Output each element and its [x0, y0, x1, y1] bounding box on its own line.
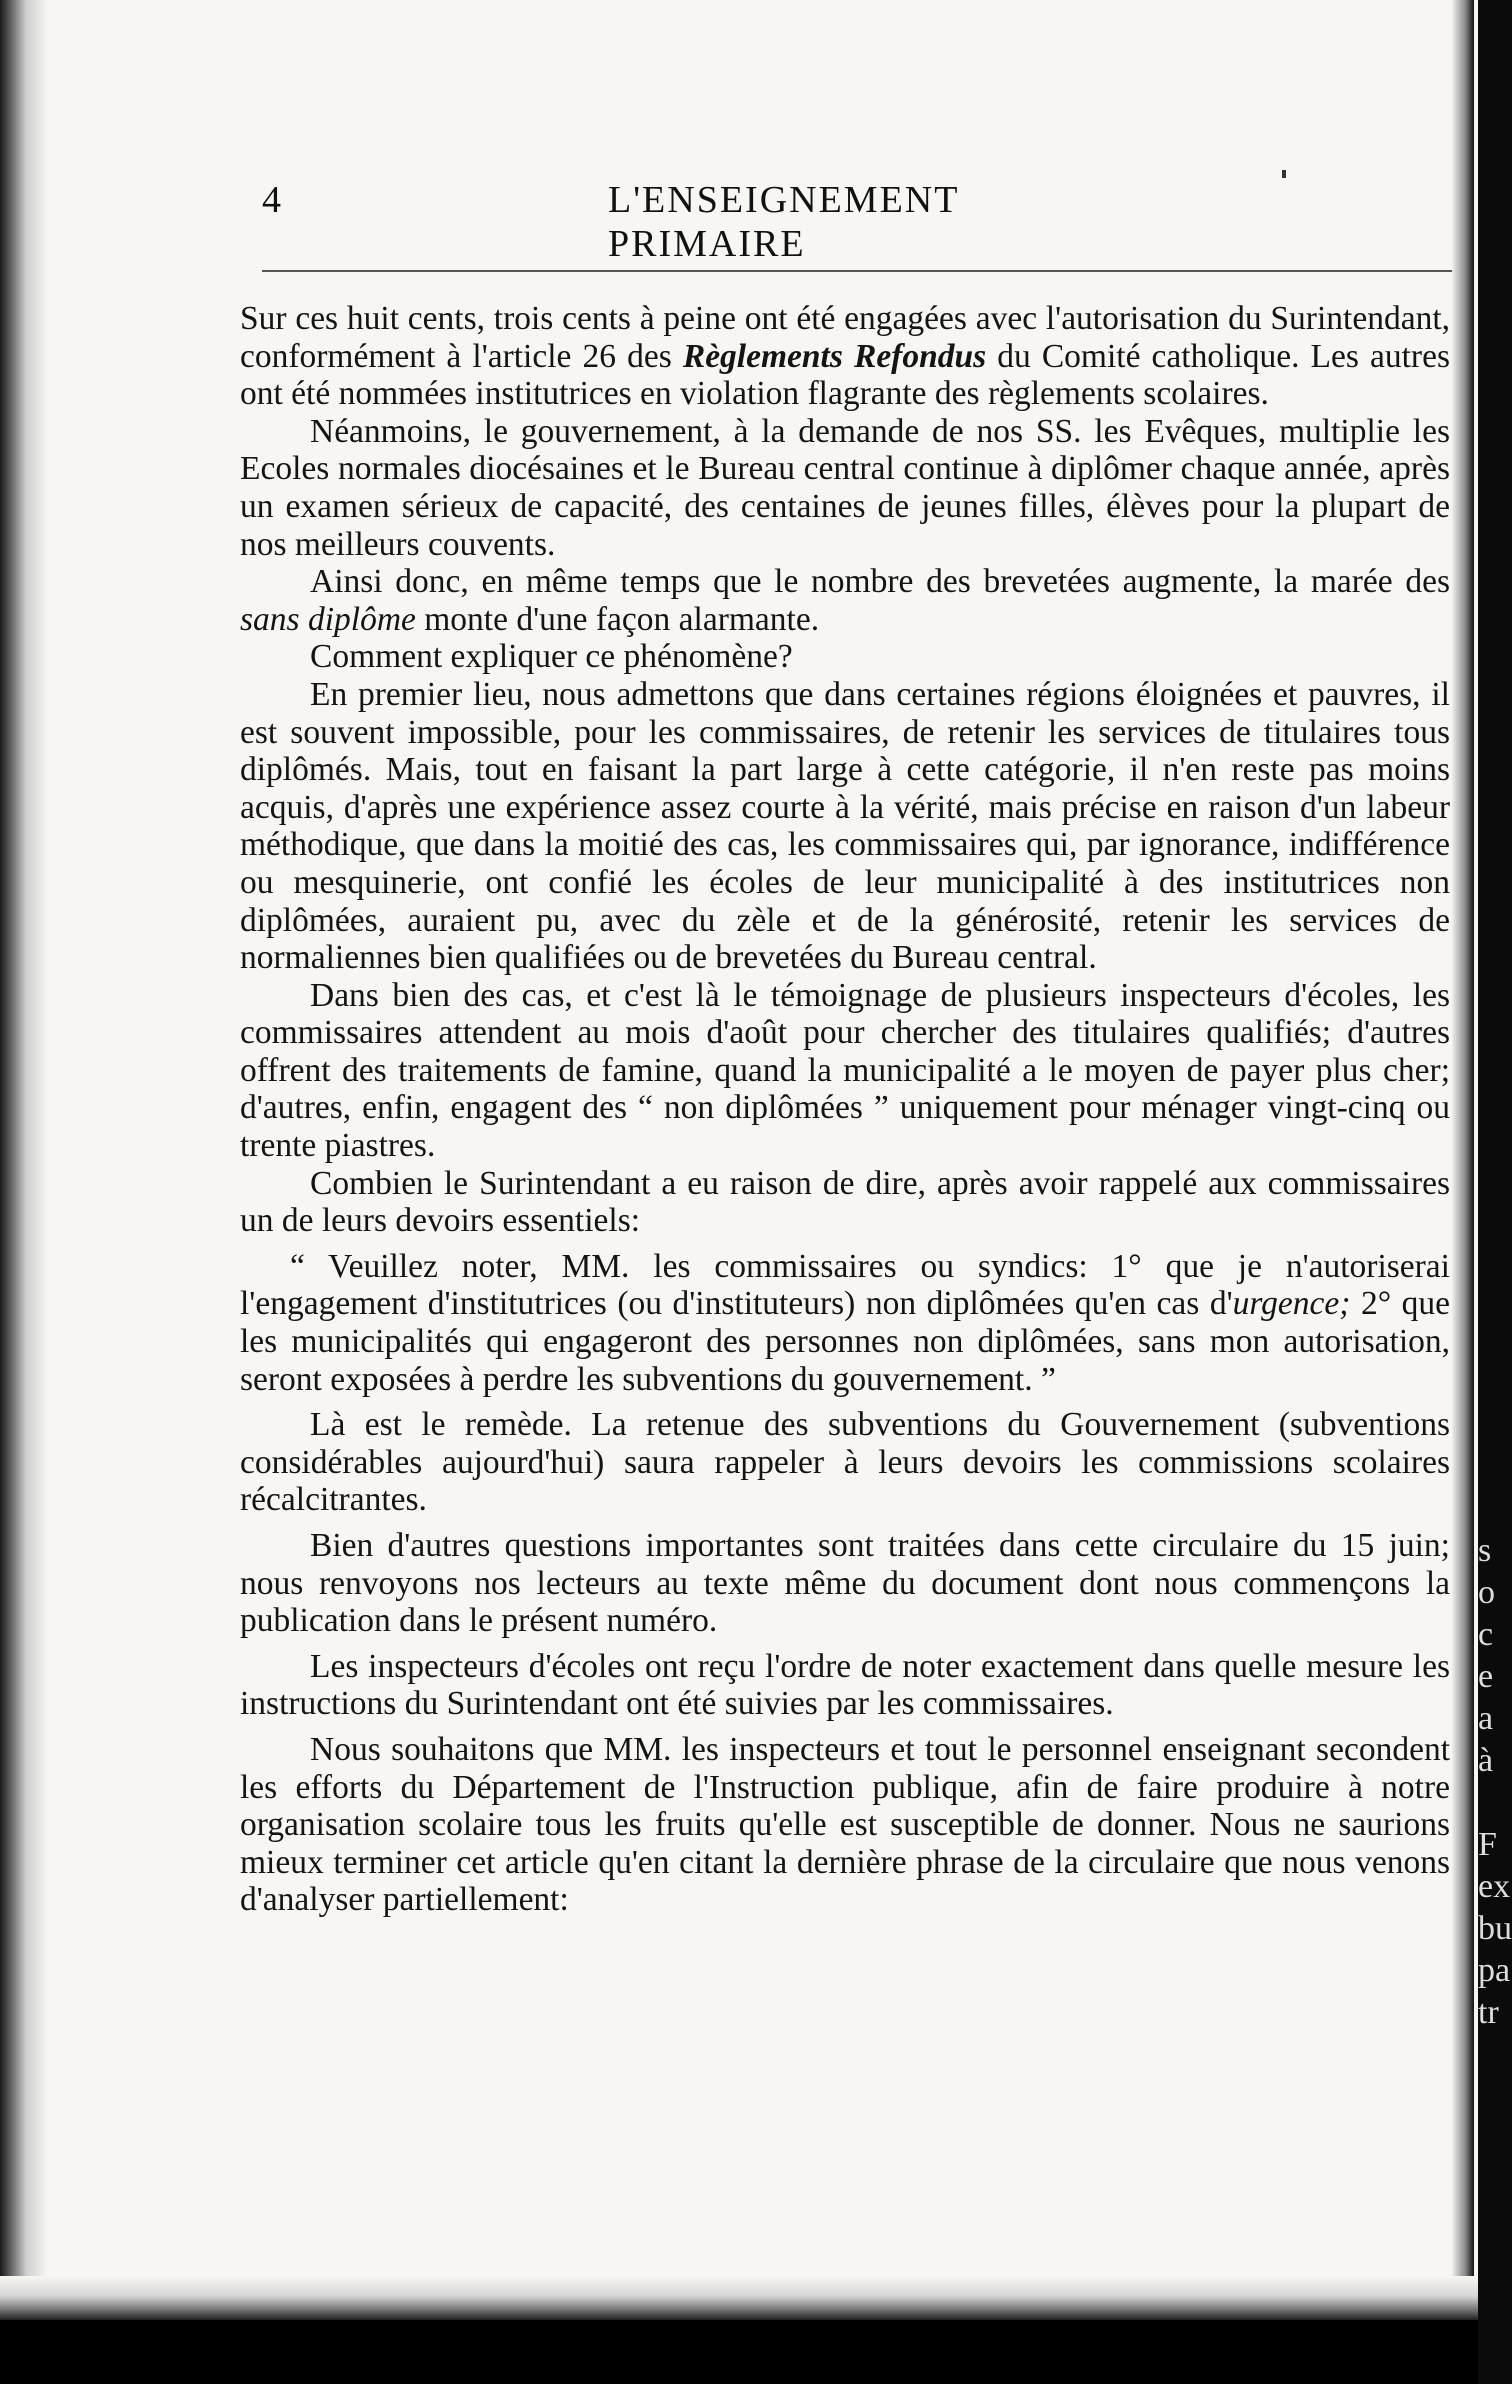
paragraph: Néanmoins, le gouvernement, à la demande de nos SS. les Evêques, multiplie les Ecoles normales diocésaines et le Bureau central continue à diplômer chaque année, après un examen sérieux de capacité, des centaines de jeunes filles, élèves pour la plupart de nos meilleurs couvents.: [240, 412, 1450, 563]
paragraph: Dans bien des cas, et c'est là le témoignage de plusieurs inspecteurs d'écoles, les commissaires attendent au mois d'août pour chercher des titulaires qualifiés; d'autres offrent des traitements de famine, quand la municipalité a le moyen de payer plus cher; d'autres, enfin, engagent des “ non diplômées ” uniquement pour ménager vingt-cinq ou trente piastres.: [240, 976, 1450, 1165]
paragraph: Sur ces huit cents, trois cents à peine ont été engagées avec l'autorisation du Surintendant, conformément à l'article 26 des Règlements Refondus du Comité catholique. Les autres ont été nommées institutrices en violation flagrante des règlements scolaires.: [240, 300, 1450, 413]
emphasis-text: Règlements Refondus: [682, 337, 987, 375]
block-quote: “ Veuillez noter, MM. les commissaires ou syndics: 1° que je n'autoriserai l'engagement d'institutrices (ou d'instituteurs) non diplômées qu'en cas d'urgence; 2° que les municipalités qui engageront des personnes non diplômées, sans mon autorisation, seront exposées à perdre les subventions du gouvernement. ”: [240, 1247, 1450, 1398]
paragraph: Les inspecteurs d'écoles ont reçu l'ordre de noter exactement dans quelle mesure les instructions du Surintendant ont été suivies par les commissaires.: [240, 1647, 1450, 1723]
paragraph: En premier lieu, nous admettons que dans certaines régions éloignées et pauvres, il est souvent impossible, pour les commissaires, de retenir les services de titulaires tous diplômés. Mais, tout en faisant la part large à cette catégorie, il n'en reste pas moins acquis, d'après une expérience assez courte à la vérité, mais précise en raison d'un labeur méthodique, que dans la moitié des cas, les commissaires qui, par ignorance, indifférence ou mesquinerie, ont confié les écoles de leur municipalité à des institutrices non diplômées, auraient pu, avec du zèle et de la générosité, retenir les services de normaliennes bien qualifiées ou de brevetées du Bureau central.: [240, 675, 1450, 977]
emphasis-text: urgence;: [1232, 1285, 1351, 1323]
running-title: L'ENSEIGNEMENT PRIMAIRE: [608, 179, 959, 265]
paragraph: Nous souhaitons que MM. les inspecteurs et tout le personnel enseignant secondent les efforts du Département de l'Instruction publique, afin de faire produire à notre organisation scolaire tous les fruits qu'elle est susceptible de donner. Nous ne saurions mieux terminer cet article qu'en citant la dernière phrase de la circulaire que nous venons d'analyser partiellement:: [240, 1730, 1450, 1919]
paragraph: Là est le remède. La retenue des subventions du Gouvernement (subventions considérables aujourd'hui) saura rappeler à leurs devoirs les commissions scolaires récalcitrantes.: [240, 1406, 1450, 1519]
emphasis-text: sans diplôme: [240, 600, 416, 638]
paragraph: Comment expliquer ce phénomène?: [310, 638, 793, 676]
page-header: [262, 178, 1142, 265]
page-number: 4: [262, 179, 282, 221]
ink-speck: [1282, 170, 1286, 178]
paragraph: Ainsi donc, en même temps que le nombre des brevetées augmente, la marée des sans diplôme monte d'une façon alarmante.: [240, 563, 1450, 638]
paragraph: Combien le Surintendant a eu raison de dire, après avoir rappelé aux commissaires un de leurs devoirs essentiels:: [240, 1164, 1450, 1240]
next-page-fragment: s o c e a à F ex bu pa tr: [1478, 1532, 1512, 2031]
article-body: [240, 300, 1450, 1919]
paragraph: Bien d'autres questions importantes sont traitées dans cette circulaire du 15 juin; nous renvoyons nos lecteurs au texte même du document dont nous commençons la publication dans le présent numéro.: [240, 1527, 1450, 1640]
page-gutter-shadow: [1452, 0, 1474, 2300]
page-left-shadow: [0, 0, 48, 2320]
header-rule: [262, 270, 1452, 272]
page-bottom-shadow: [0, 2276, 1478, 2320]
